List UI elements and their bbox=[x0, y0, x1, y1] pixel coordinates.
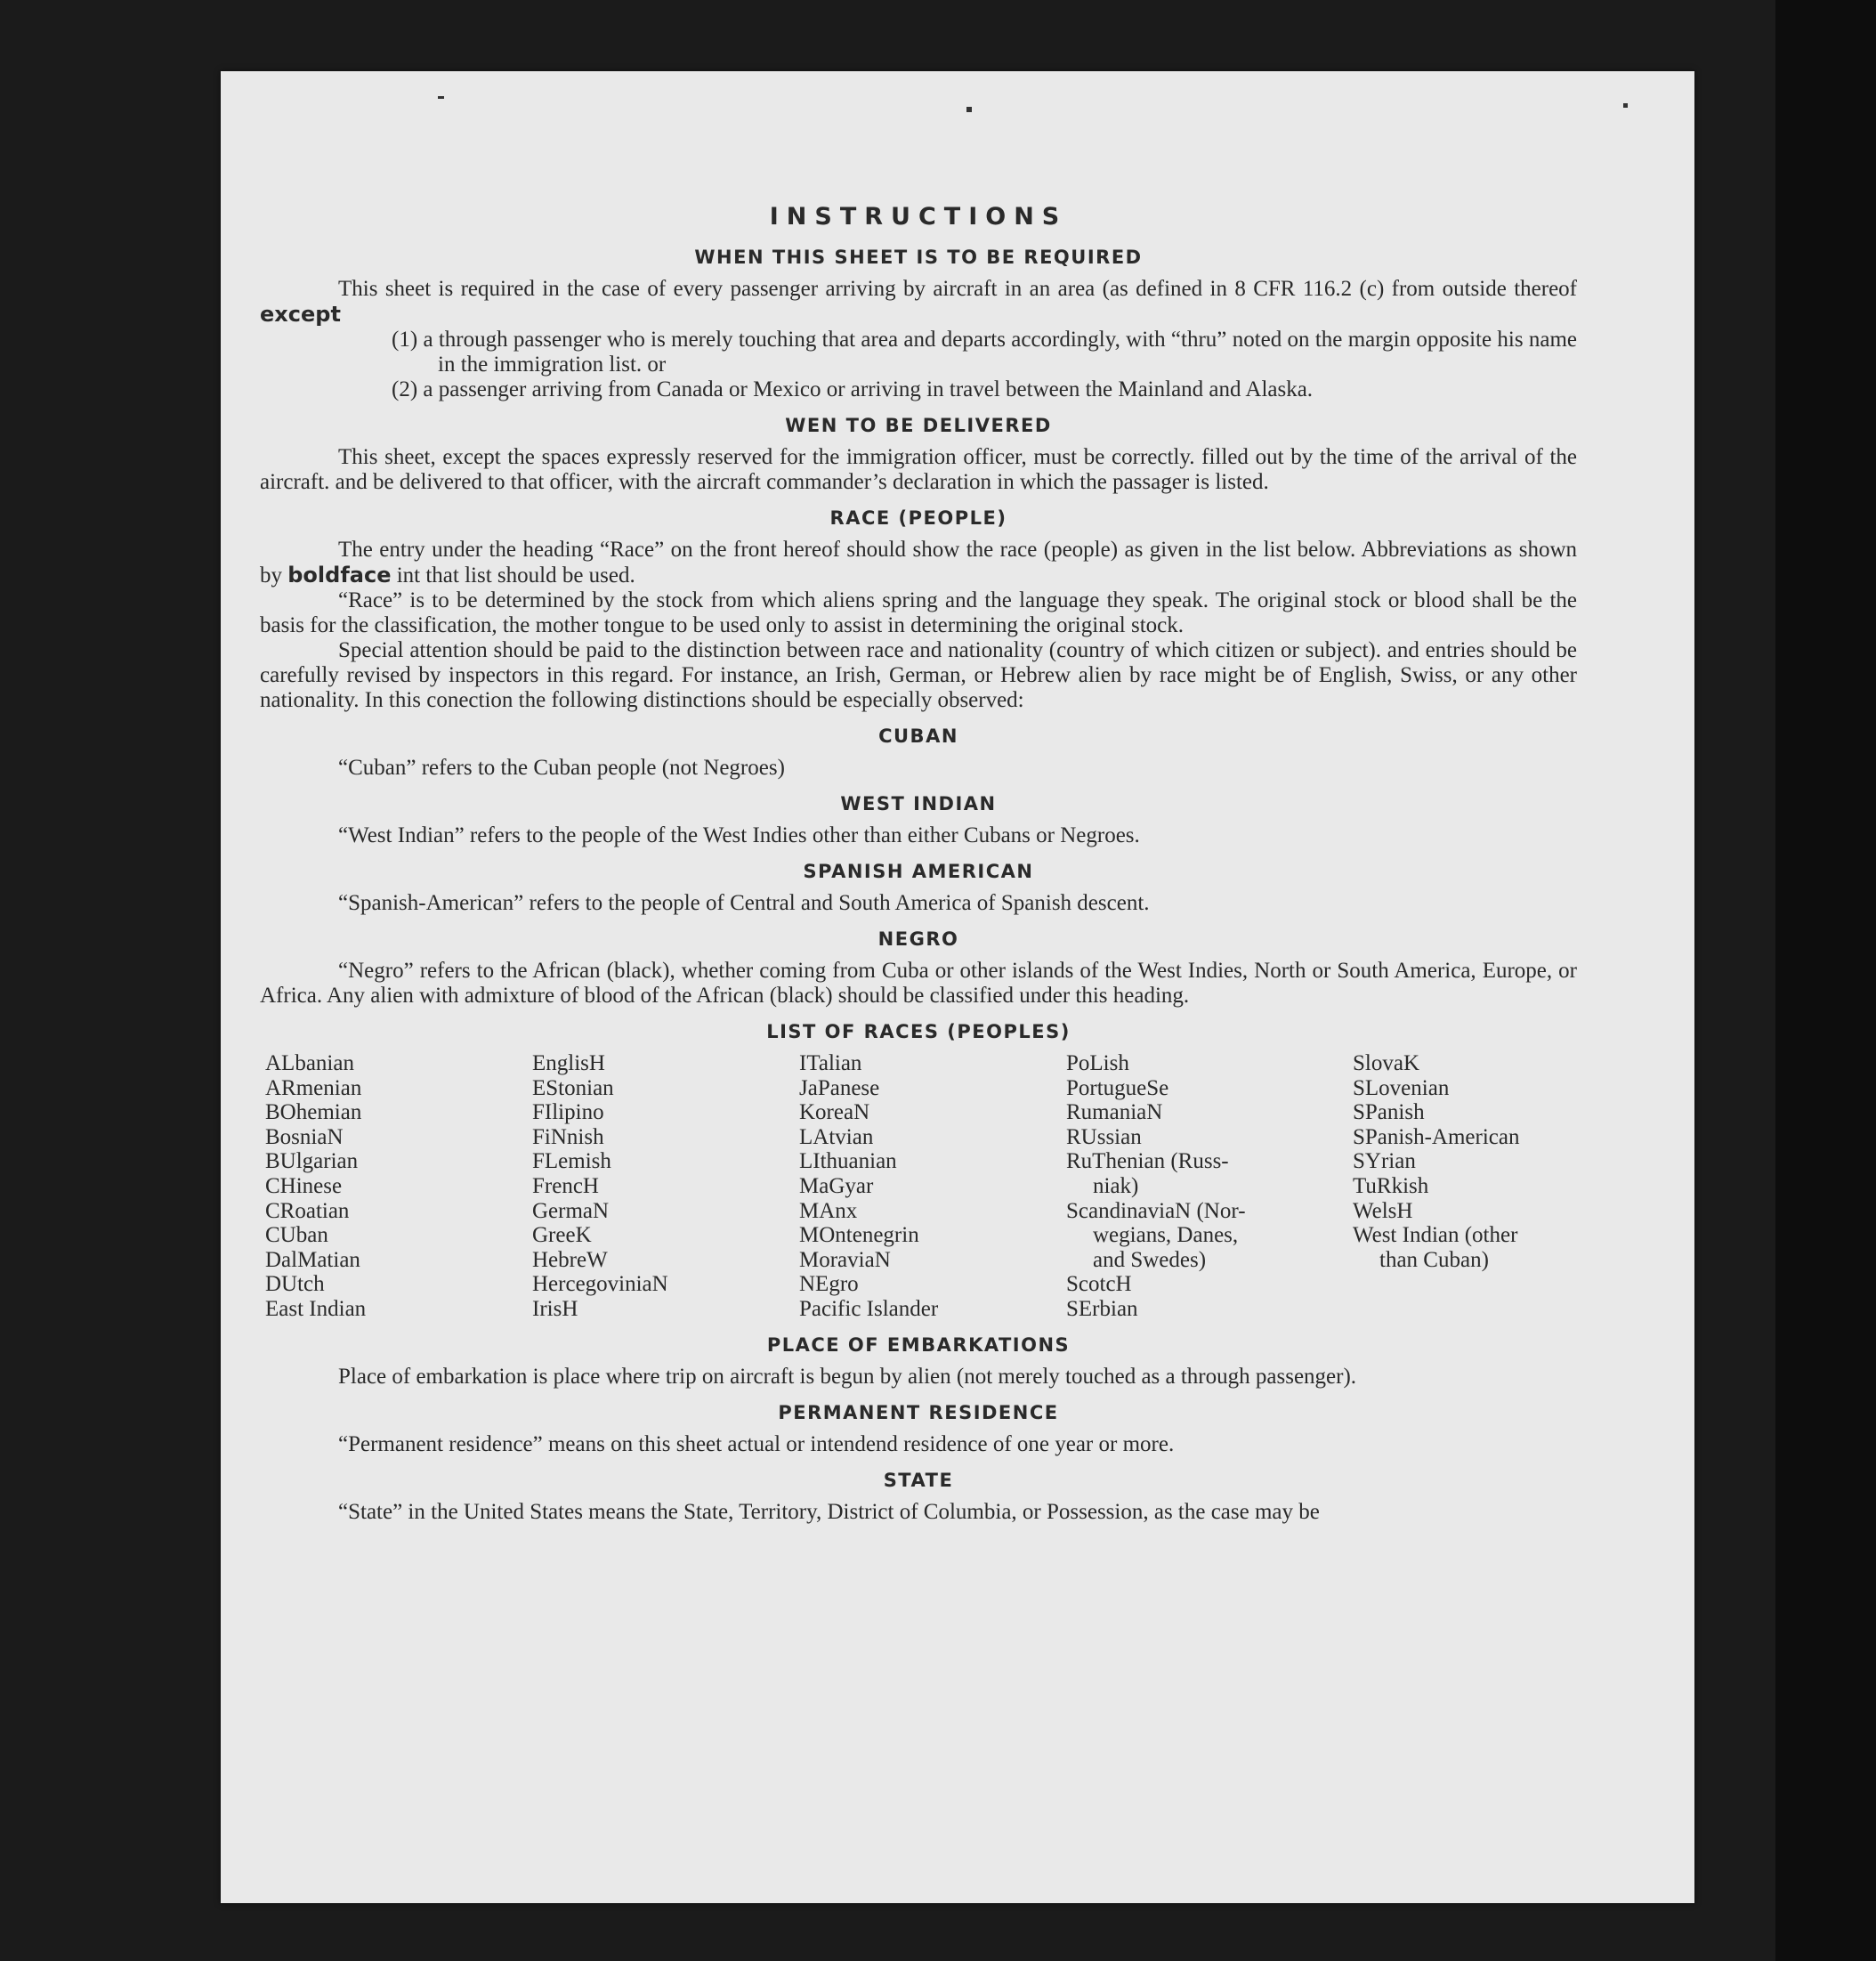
race-entry: EnglisH bbox=[532, 1051, 605, 1075]
race-entry: WelsH bbox=[1353, 1198, 1413, 1223]
race-entry: BUlgarian bbox=[265, 1149, 359, 1174]
race-entry: SErbian bbox=[1066, 1296, 1138, 1321]
race-paragraph-2: “Race” is to be determined by the stock from which aliens spring and the language they speak. The original stock or blood shall be the basis for the classification, the mother tongue to be used only to assist in determining the original stock. bbox=[260, 588, 1577, 637]
race-entry: CUban bbox=[265, 1223, 328, 1248]
race-entry: MOntenegrin bbox=[799, 1223, 919, 1248]
race-entry: BosniaN bbox=[265, 1124, 344, 1149]
scan-speck bbox=[438, 96, 444, 99]
race-entry: East Indian bbox=[265, 1296, 367, 1321]
race-entry: LIthuanian bbox=[799, 1149, 897, 1174]
race-entry: SLovenian bbox=[1353, 1075, 1450, 1100]
boldface-word: boldface bbox=[287, 563, 392, 587]
race-entry: FiNnish bbox=[532, 1124, 604, 1149]
delivered-paragraph: This sheet, except the spaces expressly reserved for the immigration officer, must be correctly. filled out by the time of the arrival of the aircraft. and be delivered to that officer, with the aircraft commander’s declaration in which the passager is listed. bbox=[260, 445, 1577, 494]
race-entry: NEgro bbox=[799, 1272, 859, 1297]
required-item-1: (1) a through passenger who is merely touching that area and departs accordingly, with “thru” noted on the margin opposite his name in the immigration list. or bbox=[392, 328, 1577, 377]
race-paragraph-3: Special attention should be paid to the distinction between race and nationality (country of which citizen or subject). and entries should be carefully revised by inspectors in this regard. For instance, an Irish, German, or Hebrew alien by race might be of English, Swiss, or any other nationality. In this conection the following distinctions should be especially observed: bbox=[260, 638, 1577, 712]
sheet-content bbox=[260, 203, 1577, 1525]
race-entry: PoLish bbox=[1066, 1051, 1129, 1075]
race-entry: HebreW bbox=[532, 1247, 608, 1272]
heading-permanent-residence: PERMANENT RESIDENCE bbox=[778, 1401, 1059, 1423]
scan-speck bbox=[966, 107, 972, 112]
race-entry: ScotcH bbox=[1066, 1272, 1132, 1297]
race-entry: TuRkish bbox=[1353, 1173, 1429, 1198]
race-entry: MaGyar bbox=[799, 1173, 874, 1198]
race-entry-continued: than Cuban) bbox=[1379, 1247, 1489, 1272]
race-entry: RUssian bbox=[1066, 1124, 1142, 1149]
heading-west-indian: WEST INDIAN bbox=[840, 793, 997, 814]
race-entry: LAtvian bbox=[799, 1124, 874, 1149]
race-column-1 bbox=[265, 1051, 532, 1322]
heading-cuban: CUBAN bbox=[878, 725, 958, 747]
race-entry: HercegoviniaN bbox=[532, 1272, 668, 1297]
cuban-text: “Cuban” refers to the Cuban people (not Negroes) bbox=[338, 756, 785, 780]
residence-text: “Permanent residence” means on this sheet actual or intendend residence of one year or more. bbox=[338, 1431, 1175, 1456]
scan-speck bbox=[1623, 103, 1628, 108]
heading-list-of-races: LIST OF RACES (PEOPLES) bbox=[766, 1021, 1071, 1042]
race-entry: ITalian bbox=[799, 1051, 862, 1075]
race-entry: ScandinaviaN (Nor- bbox=[1066, 1198, 1246, 1223]
race-entry: West Indian (other bbox=[1353, 1223, 1518, 1248]
required-intro: This sheet is required in the case of every passenger arriving by aircraft in an area (as defined in 8 CFR 116.2 (c) from outside thereof bbox=[338, 277, 1577, 301]
race-entry: GreeK bbox=[532, 1223, 592, 1248]
race-p1-after: int that list should be used. bbox=[396, 563, 635, 587]
race-column-5 bbox=[1353, 1051, 1582, 1322]
race-column-4 bbox=[1066, 1051, 1353, 1322]
race-entry: FrencH bbox=[532, 1173, 599, 1198]
heading-when-required: WHEN THIS SHEET IS TO BE REQUIRED bbox=[694, 247, 1143, 268]
race-entry: RuThenian (Russ- bbox=[1066, 1149, 1229, 1174]
west-indian-text: “West Indian” refers to the people of the West Indies other than either Cubans or Negroes. bbox=[338, 823, 1140, 847]
heading-state: STATE bbox=[883, 1469, 954, 1491]
race-entry: SlovaK bbox=[1353, 1051, 1419, 1075]
race-entry: MAnx bbox=[799, 1198, 858, 1223]
race-entry: CRoatian bbox=[265, 1198, 350, 1223]
race-entry: KoreaN bbox=[799, 1100, 870, 1125]
race-entry: RumaniaN bbox=[1066, 1100, 1163, 1125]
race-entry: ARmenian bbox=[265, 1075, 362, 1100]
required-item-2: (2) a passenger arriving from Canada or Mexico or arriving in travel between the Mainland and Alaska. bbox=[392, 377, 1314, 401]
race-entry: SYrian bbox=[1353, 1149, 1416, 1174]
spanish-american-text: “Spanish-American” refers to the people of Central and South America of Spanish descent. bbox=[338, 891, 1150, 915]
race-entry: DUtch bbox=[265, 1272, 325, 1297]
race-column-2 bbox=[532, 1051, 799, 1322]
heading-when-delivered: WEN TO BE DELIVERED bbox=[785, 415, 1052, 436]
race-entry-continued: wegians, Danes, bbox=[1093, 1223, 1239, 1248]
except-word: except bbox=[260, 302, 341, 327]
race-entry: FIlipino bbox=[532, 1100, 604, 1125]
heading-race: RACE (PEOPLE) bbox=[829, 507, 1007, 529]
race-entry: CHinese bbox=[265, 1173, 343, 1198]
race-entry: Pacific Islander bbox=[799, 1296, 939, 1321]
race-entry: SPanish-American bbox=[1353, 1124, 1520, 1149]
race-column-3 bbox=[799, 1051, 1066, 1322]
heading-negro: NEGRO bbox=[877, 928, 959, 950]
race-entry: EStonian bbox=[532, 1075, 614, 1100]
required-paragraph bbox=[260, 277, 1577, 328]
state-text: “State” in the United States means the State, Territory, District of Columbia, or Possession, as the case may be bbox=[338, 1499, 1320, 1524]
race-entry: BOhemian bbox=[265, 1100, 362, 1125]
race-entry: PortugueSe bbox=[1066, 1075, 1169, 1100]
page-title: INSTRUCTIONS bbox=[769, 203, 1068, 231]
film-edge bbox=[1775, 0, 1876, 1961]
race-entry: GermaN bbox=[532, 1198, 610, 1223]
race-entry: ALbanian bbox=[265, 1051, 354, 1075]
race-entry: DalMatian bbox=[265, 1247, 360, 1272]
race-entry: SPanish bbox=[1353, 1100, 1425, 1125]
instruction-sheet bbox=[221, 71, 1694, 1903]
race-list bbox=[265, 1051, 1577, 1322]
race-entry-continued: and Swedes) bbox=[1093, 1247, 1207, 1272]
race-entry: MoraviaN bbox=[799, 1247, 891, 1272]
race-paragraph-1 bbox=[260, 538, 1577, 588]
race-entry: IrisH bbox=[532, 1296, 578, 1321]
race-entry: JaPanese bbox=[799, 1075, 880, 1100]
heading-spanish-american: SPANISH AMERICAN bbox=[803, 861, 1034, 882]
race-entry: FLemish bbox=[532, 1149, 611, 1174]
race-entry-continued: niak) bbox=[1093, 1173, 1139, 1198]
race-p1-before: The entry under the heading “Race” on the front hereof should show the race (people) as given in the list below. Abbreviations as shown by bbox=[260, 538, 1577, 587]
negro-text: “Negro” refers to the African (black), whether coming from Cuba or other islands of the West Indies, North or South America, Europe, or Africa. Any alien with admixture of blood of the African (black) should be classified under this heading. bbox=[260, 959, 1577, 1008]
embarkation-text: Place of embarkation is place where trip on aircraft is begun by alien (not merely touched as a through passenger). bbox=[338, 1364, 1357, 1389]
heading-embarkation: PLACE OF EMBARKATIONS bbox=[766, 1333, 1071, 1356]
